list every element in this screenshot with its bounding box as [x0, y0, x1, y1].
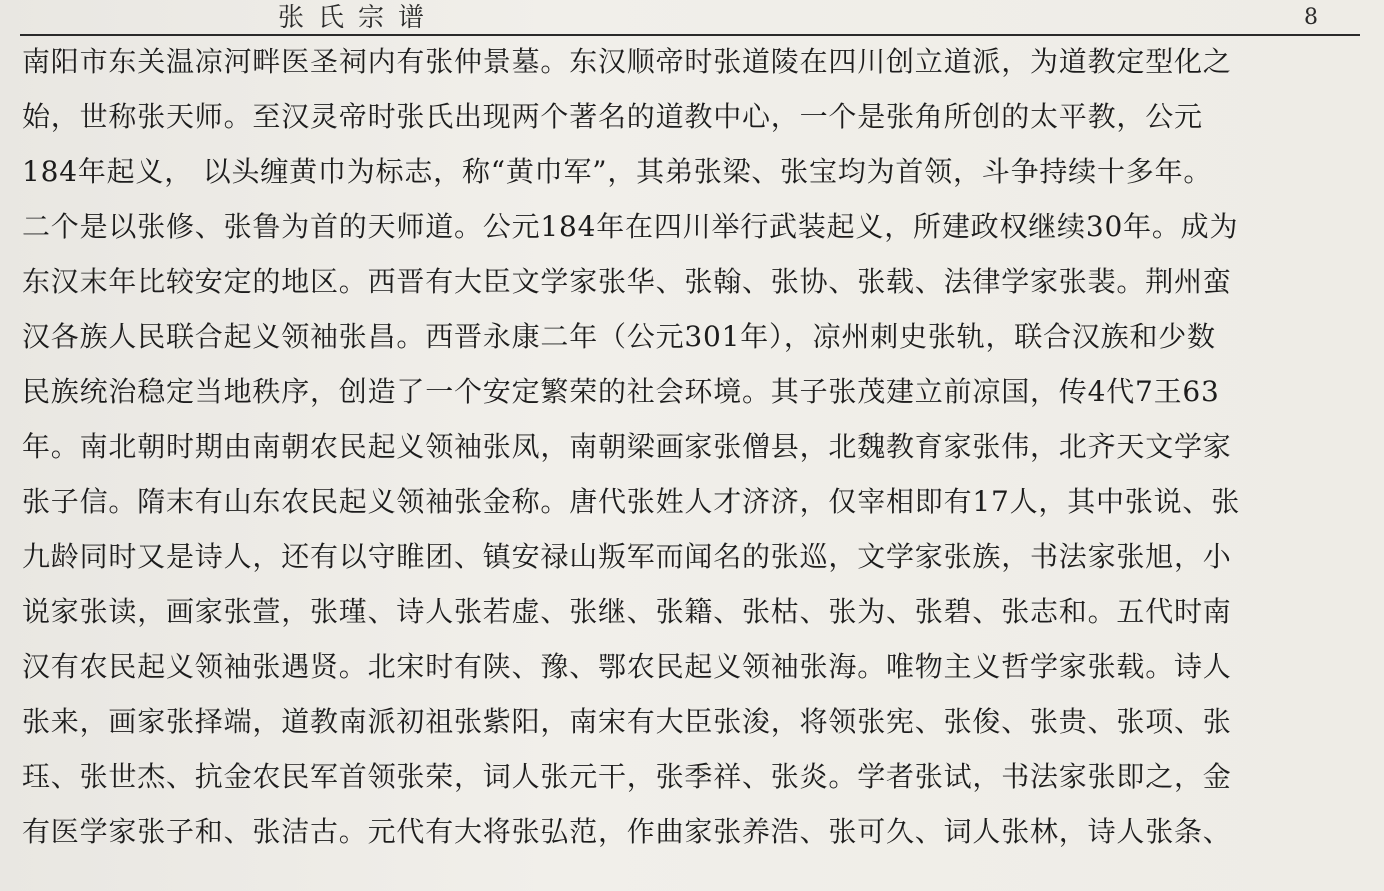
text-line: 南阳市东关温凉河畔医圣祠内有张仲景墓。东汉顺帝时张道陵在四川创立道派，为道教定型化之	[22, 45, 1232, 78]
text-line: 说家张读，画家张萱，张瑾、诗人张若虚、张继、张籍、张枯、张为、张碧、张志和。五代时南	[22, 595, 1232, 628]
text-line: 汉各族人民联合起义领袖张昌。西晋永康二年（公元301年），凉州刺史张轨，联合汉族和少数	[22, 320, 1216, 353]
header-rule	[20, 34, 1360, 36]
text-line: 汉有农民起义领袖张遇贤。北宋时有陕、豫、鄂农民起义领袖张海。唯物主义哲学家张载。诗人	[22, 650, 1232, 683]
text-line: 始，世称张天师。至汉灵帝时张氏出现两个著名的道教中心，一个是张角所创的太平教，公元	[22, 100, 1203, 133]
running-header-title: 张氏宗谱	[278, 3, 439, 33]
body-text	[22, 40, 1362, 865]
text-line: 二个是以张修、张鲁为首的天师道。公元184年在四川举行武装起义，所建政权继续30年。成为	[22, 210, 1239, 243]
text-line: 东汉末年比较安定的地区。西晋有大臣文学家张华、张翰、张协、张载、法律学家张裴。荆州蛮	[22, 265, 1232, 298]
text-line: 184年起义， 以头缠黄巾为标志，称“黄巾军”，其弟张梁、张宝均为首领，斗争持续十多年。	[22, 155, 1213, 188]
text-line: 张来，画家张择端，道教南派初祖张紫阳，南宋有大臣张浚，将领张宪、张俊、张贵、张项、张	[22, 705, 1232, 738]
page-number: 8	[1304, 5, 1318, 30]
text-line: 九龄同时又是诗人，还有以守睢团、镇安禄山叛军而闻名的张巡，文学家张族，书法家张旭，小	[22, 540, 1232, 573]
text-line: 珏、张世杰、抗金农民军首领张荣，词人张元干，张季祥、张炎。学者张试，书法家张即之，金	[22, 760, 1232, 793]
text-line: 年。南北朝时期由南朝农民起义领袖张凤，南朝梁画家张僧县，北魏教育家张伟，北齐天文学家	[22, 430, 1232, 463]
text-line: 张子信。隋末有山东农民起义领袖张金称。唐代张姓人才济济，仅宰相即有17人，其中张说、张	[22, 485, 1241, 518]
text-line: 有医学家张子和、张洁古。元代有大将张弘范，作曲家张养浩、张可久、词人张林，诗人张条、	[22, 815, 1232, 848]
text-line: 民族统治稳定当地秩序，创造了一个安定繁荣的社会环境。其子张茂建立前凉国，传4代7王63	[22, 375, 1220, 408]
